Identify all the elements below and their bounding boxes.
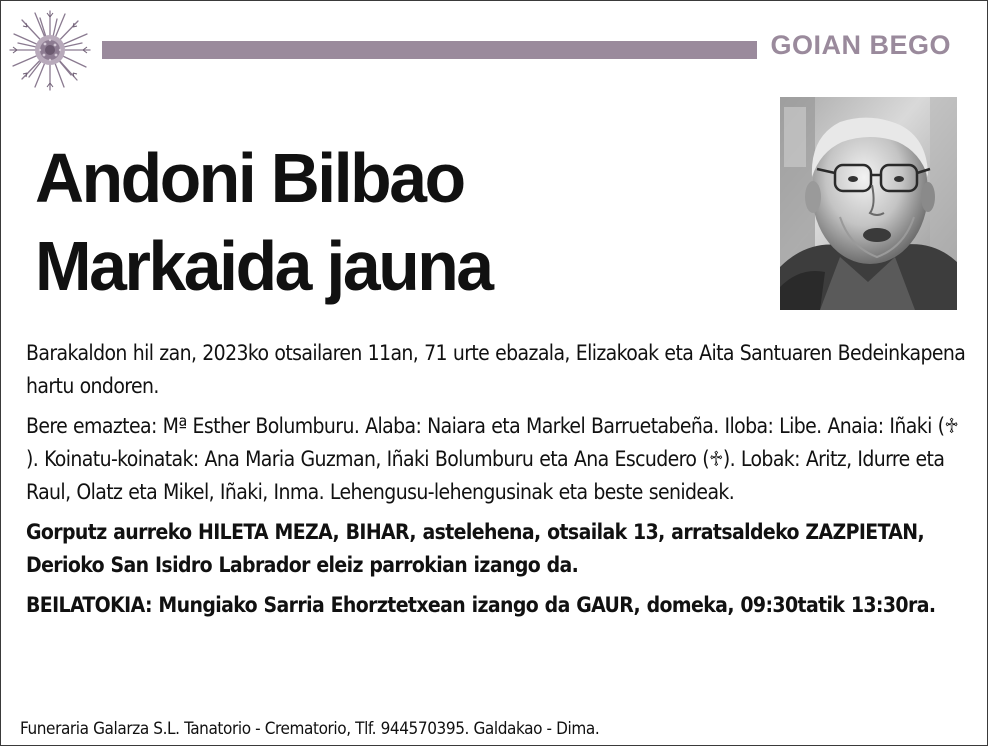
obituary-body xyxy=(26,337,966,629)
deceased-name xyxy=(35,134,492,310)
family-list-part-1: Bere emaztea: Mª Esther Bolumburu. Alaba: Naiara eta Markel Barruetabeña. Iloba: Libe. Anaia: Iñaki ( xyxy=(26,414,945,438)
portrait-photo-icon xyxy=(780,97,957,310)
family-list-part-3: ). Lobak: Aritz, Idurre eta Raul, Olatz eta Mikel, Iñaki, Inma. Lehengusu-lehengusinak eta beste senideak. xyxy=(26,447,945,504)
header-divider-bar xyxy=(102,41,757,59)
funeral-home-footer: Funeraria Galarza S.L. Tanatorio - Crematorio, Tlf. 944570395. Galdakao - Dima. xyxy=(20,719,600,739)
cross-icon: ♱ xyxy=(944,414,959,438)
family-list xyxy=(26,410,966,509)
death-announcement: Barakaldon hil zan, 2023ko otsailaren 11an, 71 urte ebazala, Elizakoak eta Aita Santuaren Bedeinkapena hartu ondoren. xyxy=(26,341,966,398)
cross-icon: ♱ xyxy=(708,447,723,471)
wake-info: BEILATOKIA: Mungiako Sarria Ehorztetxean izango da GAUR, domeka, 09:30tatik 13:30ra. xyxy=(26,593,936,617)
family-list-part-2: ). Koinatu-koinatak: Ana Maria Guzman, Iñaki Bolumburu eta Ana Escudero ( xyxy=(26,447,709,471)
header-label: GOIAN BEGO xyxy=(770,30,951,60)
thistle-flower-icon xyxy=(7,7,93,93)
deceased-name-line-1: Andoni Bilbao xyxy=(35,139,464,217)
deceased-name-line-2: Markaida jauna xyxy=(35,227,492,305)
funeral-mass-info: Gorputz aurreko HILETA MEZA, BIHAR, astelehena, otsailak 13, arratsaldeko ZAZPIETAN, Derioko San Isidro Labrador eleiz parrokian izango da. xyxy=(26,520,925,577)
